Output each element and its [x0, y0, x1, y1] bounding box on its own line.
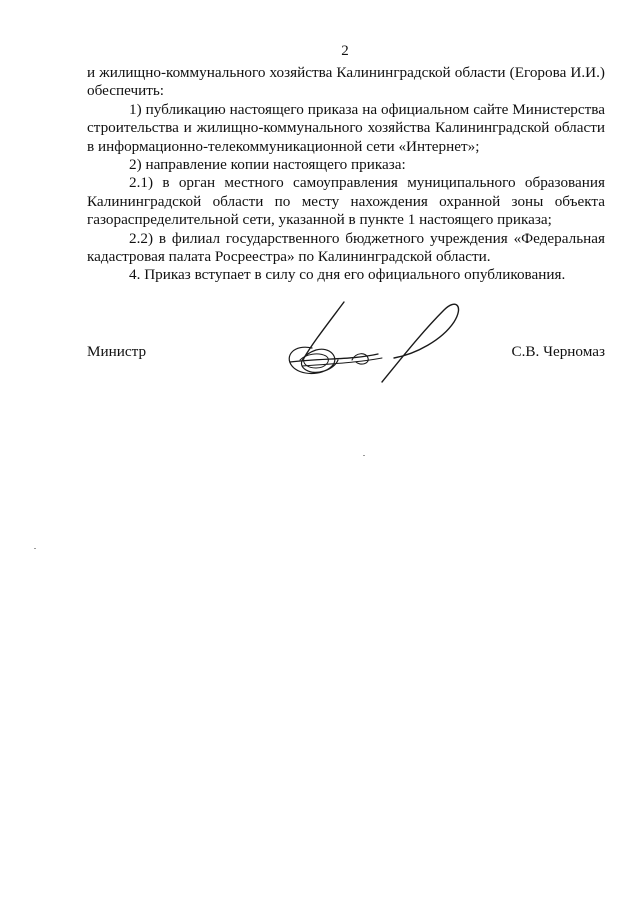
signer-position: Министр: [87, 343, 147, 360]
signature-icon: [282, 296, 462, 386]
scan-dot: [363, 455, 365, 456]
page-number: 2: [341, 43, 349, 59]
scan-dot: [34, 548, 36, 549]
paragraph-item-1-publication: 1) публикацию настоящего приказа на официальном сайте Министерства строительства и жилищно-коммунального хозяйства Калининградской области в информационно-телекоммуникационной сети «Интернет»;: [87, 100, 605, 155]
paragraph-item-4-effective-date: 4. Приказ вступает в силу со дня его официального опубликования.: [129, 266, 566, 284]
signature-row: [87, 343, 605, 365]
paragraph-item-2-2-cadastral-chamber: 2.2) в филиал государственного бюджетного учреждения «Федеральная кадастровая палата Росреестра» по Калининградской области.: [87, 229, 605, 266]
order-text: [87, 64, 605, 285]
paragraph-item-2-copies: 2) направление копии настоящего приказа:: [129, 156, 406, 174]
paragraph-responsible: и жилищно-коммунального хозяйства Калининградской области (Егорова И.И.) обеспечить:: [87, 64, 605, 100]
signer-name: С.В. Черномаз: [511, 343, 605, 360]
paragraph-item-2-1-local-authority: 2.1) в орган местного самоуправления муниципального образования Калининградской области по месту нахождения охранной зоны объекта газораспределительной сети, указанной в пункте 1 настоящего приказа;: [87, 174, 605, 229]
